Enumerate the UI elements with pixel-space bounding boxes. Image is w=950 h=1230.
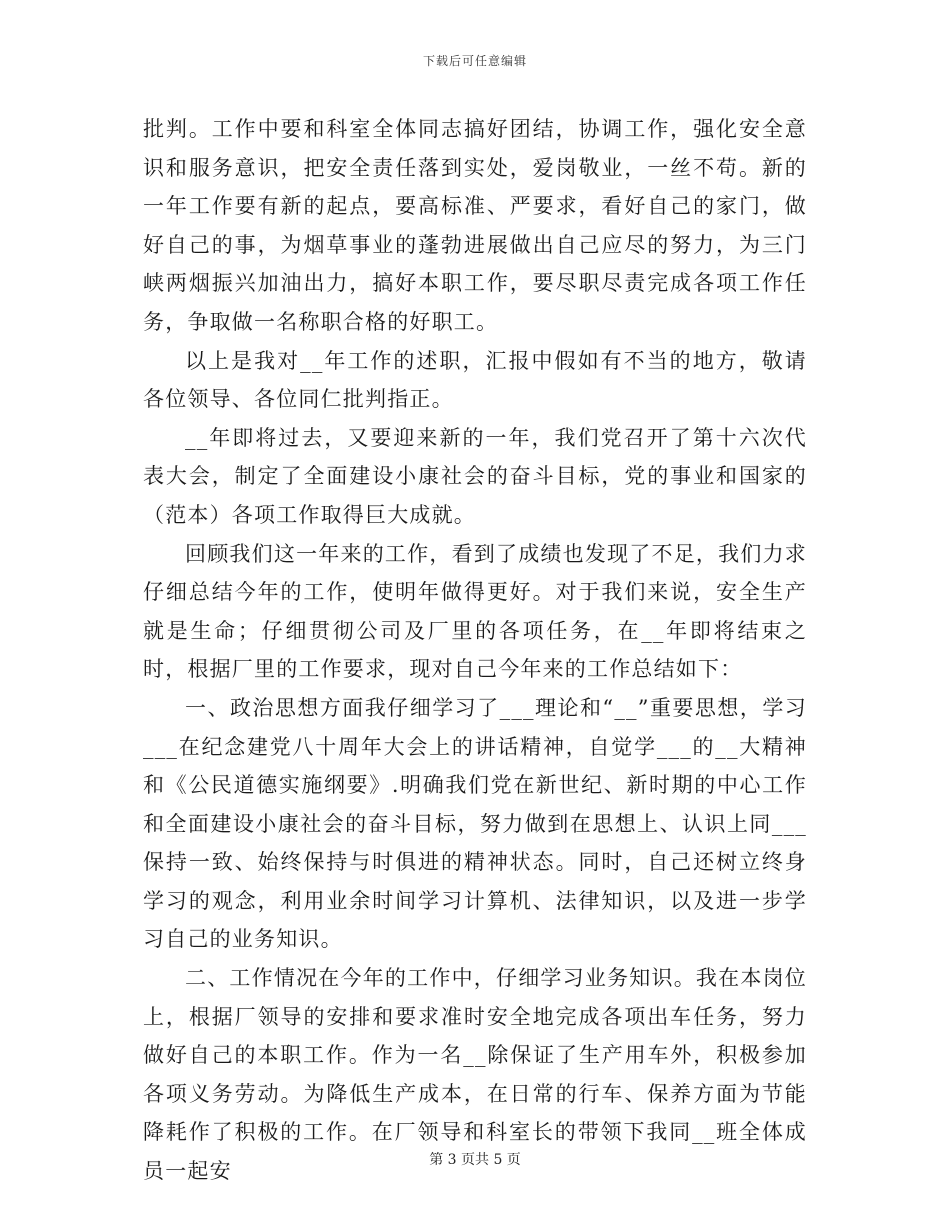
page-number: 第 3 页共 5 页 bbox=[429, 1152, 521, 1168]
document-body bbox=[143, 110, 807, 1191]
paragraph-1: 批判。工作中要和科室全体同志搞好团结，协调工作，强化安全意识和服务意识，把安全责任落到实处，爱岗敬业，一丝不苟。新的一年工作要有新的起点，要高标准、严要求，看好自己的家门，做好自己的事，为烟草事业的蓬勃进展做出自己应尽的努力，为三门峡两烟振兴加油出力，搞好本职工作，要尽职尽责完成各项工作任务，争取做一名称职合格的好职工。 bbox=[143, 117, 807, 334]
paragraph-6: 二、工作情况在今年的工作中，仔细学习业务知识。我在本岗位上，根据厂领导的安排和要求准时安全地完成各项出车任务，努力做好自己的本职工作。作为一名__除保证了生产用车外，积极参加各项义务劳动。为降低生产成本，在日常的行车、保养方面为节能降耗作了积极的工作。在厂领导和科室长的带领下我同__班全体成员一起安 bbox=[143, 966, 807, 1184]
paragraph-4: 回顾我们这一年来的工作，看到了成绩也发现了不足，我们力求仔细总结今年的工作，使明年做得更好。对于我们来说，安全生产就是生命；仔细贯彻公司及厂里的各项任务，在__年即将结束之时，根据厂里的工作要求，现对自己今年来的工作总结如下： bbox=[143, 541, 807, 682]
paragraph-3: __年即将过去，又要迎来新的一年，我们党召开了第十六次代表大会，制定了全面建设小康社会的奋斗目标，党的事业和国家的（范本）各项工作取得巨大成就。 bbox=[143, 425, 807, 527]
page-header: 下载后可任意编辑 bbox=[422, 54, 527, 68]
paragraph-5: 一、政治思想方面我仔细学习了___理论和“__”重要思想，学习___在纪念建党八十周年大会上的讲话精神，自觉学___的__大精神和《公民道德实施纲要》.明确我们党在新世纪、新时期的中心工作和全面建设小康社会的奋斗目标，努力做到在思想上、认识上同___保持一致、始终保持与时俱进的精神状态。同时，自己还树立终身学习的观念，利用业余时间学习计算机、法律知识，以及进一步学习自己的业务知识。 bbox=[143, 695, 807, 952]
paragraph-2: 以上是我对__年工作的述职，汇报中假如有不当的地方，敬请各位领导、各位同仁批判指正。 bbox=[143, 348, 807, 412]
